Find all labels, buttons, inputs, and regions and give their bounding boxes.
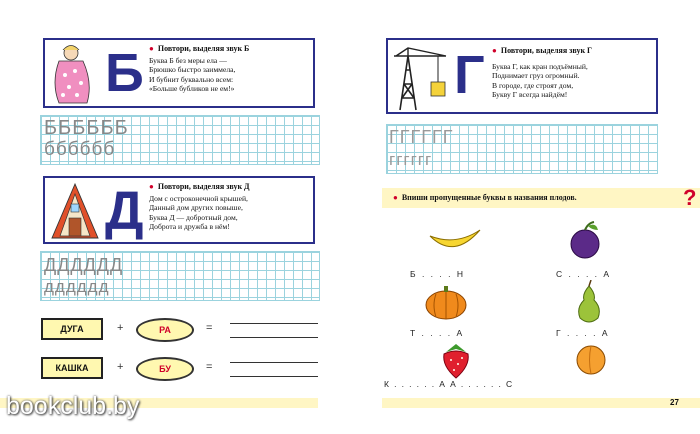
word-box-kashka: КАШКА <box>41 357 103 379</box>
poem-b: Буква Б без меры ела — Брюшко быстро заиммела, И бубнит буквально всем: «Больше бубликов не ем!» <box>149 56 236 94</box>
letter-d-panel <box>43 176 315 244</box>
trace-upper-b: ББББББ <box>44 117 129 139</box>
fruit-task-instruction: ● Впиши пропущенные буквы в названия плодов. <box>393 193 577 202</box>
letter-g-panel <box>386 38 658 114</box>
fruit-word-strawberry-apricot[interactable]: К . . . . . . А А . . . . . . С <box>384 379 514 389</box>
poem-g: Буква Г, как кран подъёмный, Поднимает груз огромный. В городе, где строят дом, Букву Г всегда найдём! <box>492 62 588 100</box>
fruit-word-banana[interactable]: Б . . . . Н <box>410 269 465 279</box>
trace-lower-d: дддддд <box>44 277 110 296</box>
plus-sign-1: + <box>117 322 124 334</box>
syllable-ra: РА <box>136 318 194 342</box>
letter-b-panel <box>43 38 315 108</box>
house-illustration-icon <box>50 182 100 240</box>
fruit-word-pumpkin[interactable]: Т . . . . А <box>410 328 465 338</box>
trace-lower-g: гггггг <box>389 150 433 169</box>
trace-lower-b: бббббб <box>44 139 116 160</box>
pear-icon <box>574 280 604 324</box>
big-letter-d: Д <box>105 181 144 241</box>
question-mark: ? <box>683 185 697 210</box>
plus-sign-2: + <box>117 361 124 373</box>
equals-sign-2: = <box>206 361 213 373</box>
page-number: 27 <box>670 398 679 407</box>
equals-sign-1: = <box>206 322 213 334</box>
answer-line-2a[interactable] <box>230 362 318 363</box>
task-title-g: ● Повтори, выделяя звук Г <box>492 46 593 55</box>
right-footer-strip <box>382 398 700 408</box>
trace-upper-g: ГГГГГГ <box>389 127 454 147</box>
strawberry-icon <box>440 340 472 380</box>
crane-illustration-icon <box>392 42 448 112</box>
task-title-b: ● Повтори, выделяя звук Б <box>149 44 250 53</box>
watermark: bookclub.by <box>6 392 140 420</box>
answer-line-1a[interactable] <box>230 323 318 324</box>
trace-upper-d: ДДДДДД <box>44 255 124 275</box>
task-title-d: ● Повтори, выделяя звук Д <box>149 182 250 191</box>
banana-icon <box>428 226 482 256</box>
apricot-icon <box>574 342 608 376</box>
fruit-word-plum[interactable]: С . . . . А <box>556 269 612 279</box>
syllable-bu: БУ <box>136 357 194 381</box>
poem-d: Дом с остроконечной крышей, Данный дом других повыше, Буква Д — добротный дом, Доброта и дружба в нём! <box>149 194 248 232</box>
pumpkin-icon <box>424 284 468 320</box>
big-letter-g: Г <box>454 45 485 105</box>
big-letter-b: Б <box>105 43 144 103</box>
fruit-word-pear[interactable]: Г . . . . А <box>556 328 610 338</box>
girl-illustration-icon <box>49 43 93 105</box>
answer-line-2b[interactable] <box>230 376 318 377</box>
plum-icon <box>568 220 602 260</box>
answer-line-1b[interactable] <box>230 337 318 338</box>
word-box-duga: ДУГА <box>41 318 103 340</box>
